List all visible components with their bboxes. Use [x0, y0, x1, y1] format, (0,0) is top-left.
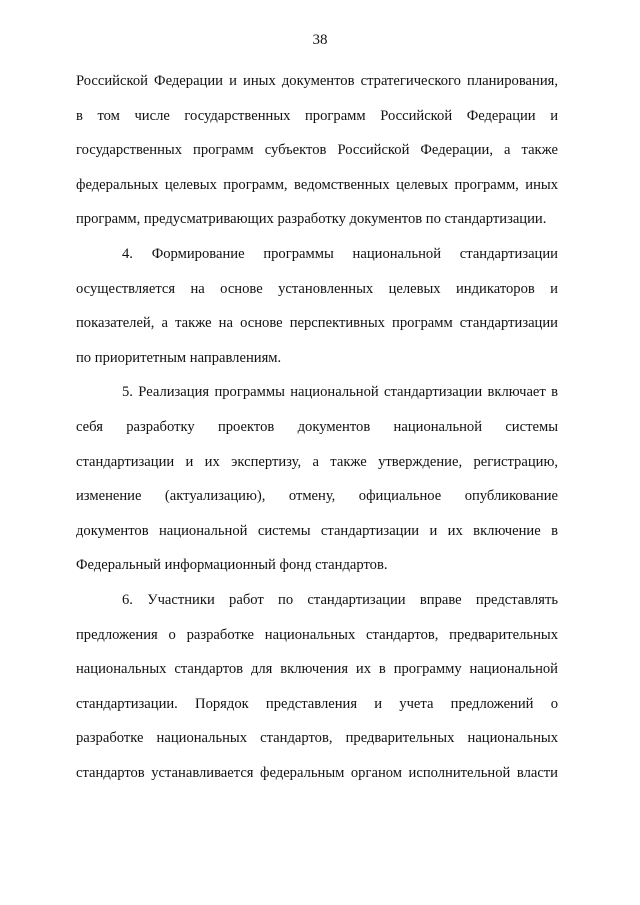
- text-line: осуществляется на основе установленных целевых индикаторов и: [76, 280, 558, 297]
- text-line: национальных стандартов для включения их в программу национальной: [76, 661, 558, 678]
- text-line: предложения о разработке национальных стандартов, предварительных: [76, 626, 558, 643]
- text-line: 5. Реализация программы национальной стандартизации включает в: [122, 384, 558, 401]
- text-line: себя разработку проектов документов национальной системы: [76, 418, 558, 435]
- text-line: 4. Формирование программы национальной стандартизации: [122, 245, 558, 262]
- text-line: в том числе государственных программ Российской Федерации и: [76, 107, 558, 124]
- text-line: изменение (актуализацию), отмену, официальное опубликование: [76, 488, 558, 505]
- text-line: программ, предусматривающих разработку документов по стандартизации.: [76, 211, 547, 228]
- page-number: 38: [312, 32, 328, 48]
- text-line: разработке национальных стандартов, предварительных национальных: [76, 730, 558, 747]
- text-line: по приоритетным направлениям.: [76, 349, 282, 366]
- text-line: федеральных целевых программ, ведомственных целевых программ, иных: [76, 176, 558, 193]
- text-line: показателей, а также на основе перспективных программ стандартизации: [76, 315, 558, 332]
- text-line: стандартизации и их экспертизу, а также утверждение, регистрацию,: [76, 453, 558, 470]
- text-line: 6. Участники работ по стандартизации вправе представлять: [122, 591, 558, 608]
- text-line: стандартизации. Порядок представления и учета предложений о: [76, 695, 558, 712]
- text-line: документов национальной системы стандартизации и их включение в: [76, 522, 558, 539]
- text-line: стандартов устанавливается федеральным органом исполнительной власти: [76, 764, 558, 781]
- text-line: Федеральный информационный фонд стандартов.: [76, 557, 388, 574]
- text-line: Российской Федерации и иных документов стратегического планирования,: [76, 73, 558, 89]
- document-body-text: [76, 64, 558, 790]
- text-line: государственных программ субъектов Российской Федерации, а также: [76, 142, 558, 159]
